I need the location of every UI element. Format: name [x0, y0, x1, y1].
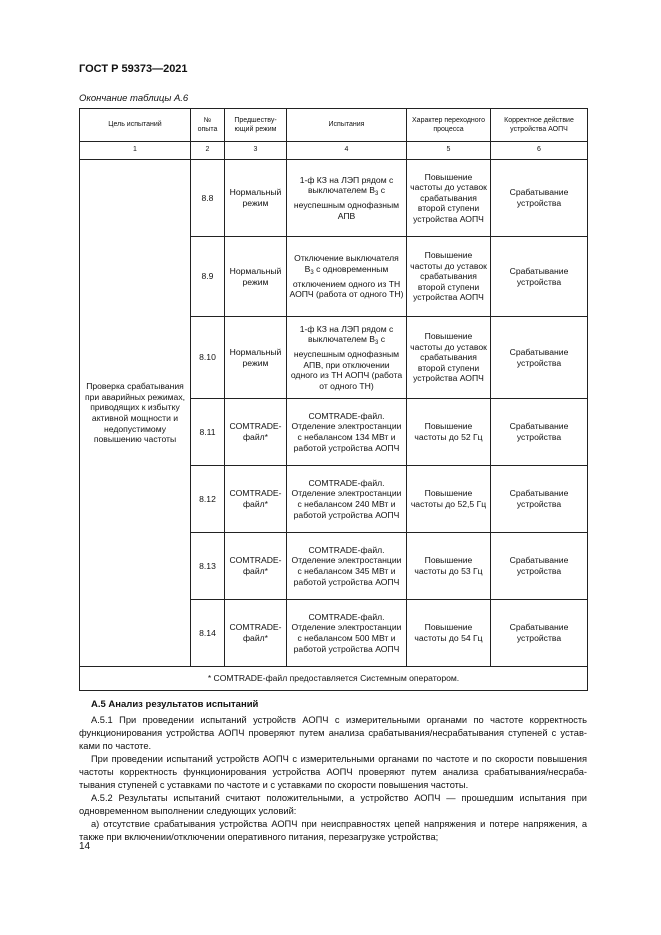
process-cell: Повышение частоты до уставок срабатывания второй ступени устройства АОПЧ [407, 317, 491, 399]
col-header-action: Корректное действие устройства АОПЧ [491, 109, 588, 142]
process-cell: Повышение частоты до уставок срабатывания второй ступени устройства АОПЧ [407, 237, 491, 317]
test-description-cell [287, 160, 407, 237]
prev-mode-cell: Нормальный режим [225, 317, 287, 399]
col-number: 2 [191, 142, 225, 160]
action-cell: Срабатывание устройства [491, 533, 588, 600]
action-cell: Срабатывание устройства [491, 317, 588, 399]
action-cell: Срабатывание устройства [491, 600, 588, 667]
test-purpose-cell: Проверка срабатывания при аварийных режимах, приводящих к избытку активной мощности и недопустимому повышению частоты [80, 160, 191, 667]
page-number: 14 [79, 841, 91, 852]
col-number: 1 [80, 142, 191, 160]
table-caption: Окончание таблицы А.6 [79, 93, 189, 104]
prev-mode-cell: Нормальный режим [225, 237, 287, 317]
process-cell: Повышение частоты до уставок срабатывания второй ступени устройства АОПЧ [407, 160, 491, 237]
action-cell: Срабатывание устройства [491, 399, 588, 466]
test-description-cell: COMTRADE-файл. Отделение электростанции с небалансом 240 МВт и работой устройства АОПЧ [287, 466, 407, 533]
prev-mode-cell: COMTRADE-файл* [225, 466, 287, 533]
test-number-cell: 8.12 [191, 466, 225, 533]
action-cell: Срабатывание устройства [491, 466, 588, 533]
test-text: с одновременным отключением одного из ТН АОПЧ (работа от одного ТН) [289, 263, 404, 300]
test-description-cell [287, 237, 407, 317]
process-cell: Повышение частоты до 52 Гц [407, 399, 491, 466]
test-text: Отключение выключателя В [294, 253, 399, 274]
column-number-row [80, 142, 588, 160]
section-title: А.5 Анализ результатов испытаний [91, 699, 259, 710]
test-text: 1-ф КЗ на ЛЭП рядом с выключателем В [299, 174, 394, 196]
test-description-cell: COMTRADE-файл. Отделение электростанции с небалансом 500 МВт и работой устройства АОПЧ [287, 600, 407, 667]
prev-mode-cell: COMTRADE-файл* [225, 600, 287, 667]
col-header-purpose: Цель испытаний [80, 109, 191, 142]
col-header-tests: Испытания [287, 109, 407, 142]
test-number-cell: 8.13 [191, 533, 225, 600]
test-subscript: 3 [310, 269, 314, 276]
test-number-cell: 8.9 [191, 237, 225, 317]
test-subscript: 3 [375, 191, 379, 198]
test-description-cell: COMTRADE-файл. Отделение электростанции с небалансом 134 МВт и работой устройства АОПЧ [287, 399, 407, 466]
col-number: 4 [287, 142, 407, 160]
test-subscript: 3 [375, 340, 379, 347]
footnote-row [80, 667, 588, 691]
process-cell: Повышение частоты до 53 Гц [407, 533, 491, 600]
col-number: 3 [225, 142, 287, 160]
test-number-cell: 8.8 [191, 160, 225, 237]
col-number: 5 [407, 142, 491, 160]
paragraph: А.5.1 При проведении испытаний устройств АОПЧ с измерительными органами по частоте корректность функционирования устройства АОПЧ проверяют путем анализа срабатывания/несрабатывания ступеней с уставками по частоте. [79, 715, 587, 751]
test-description-cell: COMTRADE-файл. Отделение электростанции с небалансом 345 МВт и работой устройства АОПЧ [287, 533, 407, 600]
action-cell: Срабатывание устройства [491, 237, 588, 317]
paragraph: При проведении испытаний устройств АОПЧ с измерительными органами по частоте и по скорости повышения частоты корректность функционирования устройства АОПЧ проверяют путем анализа срабатывания/несрабатывания ступеней с уставками по частоте и с уставками по скорости повышения частоты. [79, 754, 587, 790]
action-cell: Срабатывание устройства [491, 160, 588, 237]
table-footnote: * COMTRADE-файл предоставляется Системным оператором. [80, 667, 588, 691]
test-text: 1-ф КЗ на ЛЭП рядом с выключателем В [299, 323, 394, 345]
process-cell: Повышение частоты до 54 Гц [407, 600, 491, 667]
table-header-row [80, 109, 588, 142]
test-number-cell: 8.10 [191, 317, 225, 399]
test-table [79, 108, 588, 691]
col-header-prev-mode: Предшествующий режим [225, 109, 287, 142]
test-number-cell: 8.14 [191, 600, 225, 667]
paragraph: А.5.2 Результаты испытаний считают положительными, а устройство АОПЧ — прошедшим испытания при одновременном выполнении следующих условий: [79, 793, 587, 816]
col-header-number: № опыта [191, 109, 225, 142]
test-text: с неуспешным однофазным АПВ, при отключении одного из ТН АОПЧ (работа от одного ТН) [290, 334, 403, 391]
process-cell: Повышение частоты до 52,5 Гц [407, 466, 491, 533]
table-row [80, 160, 588, 237]
col-number: 6 [491, 142, 588, 160]
prev-mode-cell: Нормальный режим [225, 160, 287, 237]
paragraph: а) отсутствие срабатывания устройства АОПЧ при неисправностях цепей напряжения и потере напряжения, а также при включении/отключении оперативного питания, перезагрузке устройства; [79, 819, 587, 842]
test-number-cell: 8.11 [191, 399, 225, 466]
prev-mode-cell: COMTRADE-файл* [225, 399, 287, 466]
test-description-cell [287, 317, 407, 399]
col-header-process: Характер переходного процесса [407, 109, 491, 142]
document-header: ГОСТ Р 59373—2021 [79, 63, 188, 75]
prev-mode-cell: COMTRADE-файл* [225, 533, 287, 600]
test-text: с неуспешным однофазным АПВ [293, 185, 400, 221]
